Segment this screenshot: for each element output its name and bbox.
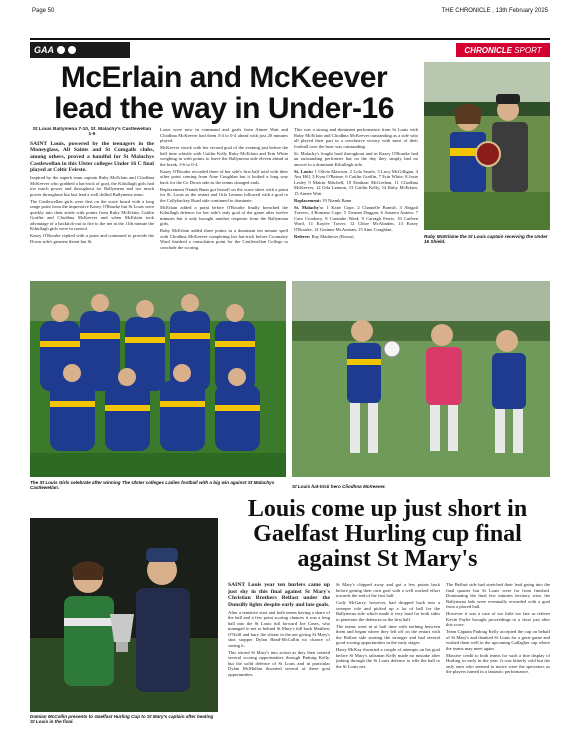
story1-col2-para: Ruby McErlain added three points in a dominant ten minute spell with Cliodhna McKeever completing her hat-trick before Coomaley Ward finished a consolation point for the Castlewellan College to conclude the scoring. xyxy=(160,228,288,250)
gaa-label: GAA xyxy=(34,45,54,55)
sport-label: SPORT xyxy=(514,45,542,55)
header-rule xyxy=(30,38,550,40)
story1-headline-line2: lead the way in Under-16 xyxy=(54,92,394,125)
story2-col1-para: After a tentative start and both teams having a share of the ball and a few point scoring chances it was a long ball into the St Louis full forward Joe Cases, who managed to net to behind St Mary's full back Matthew O'Neill and bury the sliotar in the net giving St Mary's shot stopper Dylan Hand-McCallin no chance of saving it. xyxy=(228,609,330,648)
story1-col3 xyxy=(294,127,418,277)
story1-col2-para: McKeever struck with her second goal of the evening just before the half time whistle with Caitlin Kelly Ruby McErlain and Erin White weighing in with points to leave the Ballymena side eleven ahead at the break, 5-6 to 0-4. xyxy=(160,145,288,167)
st-louis-label: St. Louis: xyxy=(294,168,314,174)
story1-col2-para: McErlain added a point before O'Rourke finally breached the Kiltullagh defence for her side's only goal of the game after twelve minutes but it only brought another response from the Ballymena girls. xyxy=(160,204,288,226)
story1-col3-para: St. Malachy's fought hard throughout and in Kasey O'Rourke had an outstanding performer but on the day they simply had no answer to a dominant Kiltullagh side. xyxy=(294,150,418,167)
story1-standfirst: SAINT Louis, powered by the teenagers in the Moneyglass, All Saints and St Comgalls clubs, among others, proved a handful for St Malachys Castlewellan in this Ulster colleges Under 16 C final played at Celtic Feirste. xyxy=(30,140,154,174)
hurling-cup-image xyxy=(30,518,218,712)
team-celebration-image xyxy=(30,281,286,477)
trophy-photo-image xyxy=(424,62,550,230)
story1-col1-para: Inspired by the superb team captain Ruby McErlain and Cliodhna McKeever who grabbed a hat-trick of goal, the Kiltullagh girls had too much power and throughout for Ballymena and too much power throughout but last lead a well drilled Ballymena team. xyxy=(30,175,154,197)
action-photo-image xyxy=(292,281,550,477)
st-louis-replacement: 19 Niamh Bann xyxy=(322,197,352,203)
story1-col3-para: This was a strong and dominant performance from St Louis with Ruby McErlain and Cliodhna McKeever outstanding as a side who all played their part in a conclusive victory with most of their football over the hour was outstanding. xyxy=(294,127,418,149)
ball-icon xyxy=(68,46,76,54)
story1-col1-para: Kasey O'Rourke replied with a point and continued to provide the Down side's greatest threat but St. xyxy=(30,233,154,244)
story2-col3-para: However it was a case of too little too late as referee Kevin Faylie brought proceedings to a close just after this score. xyxy=(446,611,550,627)
trophy-photo xyxy=(424,62,550,230)
story1-col2-para: Louis were now in command and goals from Aimee Watt and Cliodhna McKeever had them 3-4 to 0-4 ahead with just 20 minutes played. xyxy=(160,127,288,143)
story2-col2 xyxy=(336,582,440,730)
action-photo xyxy=(292,281,550,477)
referee-name: Ray Matthews (Rossa) xyxy=(311,233,354,239)
malachys-label: St. Malachy's: xyxy=(294,204,324,210)
team-celebration-photo xyxy=(30,281,286,477)
story2-standfirst: SAINT Louis year ten hurlers came up just shy in this final against St Mary's Christian Brothers Belfast under the Dunsilly lights despite early and late goals. xyxy=(228,582,330,608)
story1-col1-para: The Castlewellan girls were first on the score board with a long range point from the impressive Kasey O'Rourke but St Louis were quickly into their stride with points from Ruby McErlain, Caitlin Graffin and Cliodhna McKeever and when McErlain took advantage of a backtick-out to fire to the net in the 11th minute the Kiltullagh girls were in control. xyxy=(30,198,154,232)
referee-label: Referee: xyxy=(294,233,311,239)
story1-headline-line1: McErlain and McKeever xyxy=(60,61,388,94)
chronicle-label: CHRONICLE xyxy=(464,45,512,55)
team-caption: The St Louis Girls celebrate after winning The Ulster colleges Ladies football with a big win against St Malachys Castlewellan. xyxy=(30,480,275,491)
story2-col3 xyxy=(446,582,550,730)
trophy-caption: Ruby McErlaine the St Louis captain receiving the Under 16 Shield. xyxy=(424,234,548,245)
story1-col2 xyxy=(160,127,288,277)
story1-col1 xyxy=(30,127,154,277)
page-number: Page 50 xyxy=(32,8,55,14)
chronicle-sport-tag xyxy=(456,43,550,57)
story2-col2-para: St Mary's chipped away and got a few points back before getting their own goal with a well worked effort towards the end of the first half. xyxy=(336,582,440,598)
story2-col1-para: This stirred St Mary's into action as they then created several scoring opportunities through Padraig Kelly, but the solid defence of St Louis and in particular Dylan McMullan thwarted several of these goal opportunities. xyxy=(228,649,330,677)
story1-col2-para: Kasey O'Rourke recorded three of her side's first half total with their other point coming from Aine Coughlan but it looked a long way back for the Co Down side as the teams changed ends. xyxy=(160,168,288,185)
story1-headline xyxy=(30,62,418,124)
story2-col3-para: Massive credit to both teams for such a fine display of Hurling so early in the year. It was bitterly cold but the only ones who seemed to notice were the spectators as the players turned in a fantastic performance. xyxy=(446,652,550,674)
story2-col3-para: Team Captain Padraig Kelly accepted the cup on behalf of St Mary's and thanked St Louis for a great game and wished them well in the upcoming Gallagher cup where the teams may meet again. xyxy=(446,629,550,651)
action-caption: St Louis hat-trick hero Cliodhna McKeever. xyxy=(292,484,386,489)
story2-col2-para: Cody McGarry, however, had dropped back into a sweeper role and picked up a lot of ball for the Ballymena side which made it very hard for both sides to penetrate the defences as the first half. xyxy=(336,600,440,622)
hurling-cup-photo xyxy=(30,518,218,712)
story2-col1 xyxy=(228,582,330,730)
ball-icon xyxy=(57,46,65,54)
st-louis-team: 1 Olivia Mawson, 2 Lola Searle, 3 Lucy McGilligan, 4 Ava Hill, 5 Kym O'Beirne, 6 Caitlin Graffin, 7 Erin White, 8 Josie Lesley 9 Mairin Mitchell, 10 Eimhear McGeehan, 11 Cliodhna McKeever, 12 Orla Lennon, 13 Caitlin Kelly, 14 Ruby McErlain, 15 Aimee Watt xyxy=(294,168,418,196)
malachys-team: 1 Katie Cope, 2 Chantelle Bramff, 3 Abigail Travers, 4 Romano Cope, 5 Tiernan Duggan, 6 Amaera Annew, 7 Cara Crookery, 8 Caoimhe Ward, 9 Carragh Ferris, 10 Caileen Ward, 11 Kaylee Traver, 12 Chloe McAlinden, 13 Kasey O'Rourke, 14 Grainne McAvenan, 15 Aine Coughlan. xyxy=(294,204,418,232)
hurling-cup-caption: Damian McCollin presents to Gaelfast Hurling Cup to St Mary's captain after beating St Louis in the final. xyxy=(30,714,214,725)
story1-kicker: St Louis Ballymena 7-10, St. Malachy's Castlewellan 1-6 xyxy=(32,127,152,138)
story2-col2-para: Harry McKay thwarted a couple of attempts on his goal before St Mary's talisman Kelly made no mistake after jinking through the St Louis defence to rifle the ball to the St Louis net. xyxy=(336,647,440,669)
story2-col2-para: The teams went in at half time with nothing between them and began where they left off on the restart with the Belfast side starting the stronger and had several good scoring opportunities in the early stages. xyxy=(336,623,440,645)
masthead: THE CHRONICLE , 13th February 2025 xyxy=(441,8,548,14)
story2-headline: Louis come up just short in Gaelfast Hurling cup final against St Mary's xyxy=(247,496,528,572)
story2-col3-para: The Belfast side had stretched their lead going into the final quarter but St Louis were far from finished. Dominating the final few minutes territory wise, the Ballymena lads were eventually rewarded with a goal from a placed ball. xyxy=(446,582,550,609)
story1-col2-para: Replacement Niamh Bann got herself on the score sheet with a point for St. Louis as the restart and Orla Lennon followed with a goal to the Collybackey Road side continued to dominate. xyxy=(160,186,288,203)
st-louis-replacement-label: Replacement: xyxy=(294,197,322,203)
gaa-section-tag xyxy=(30,42,130,58)
